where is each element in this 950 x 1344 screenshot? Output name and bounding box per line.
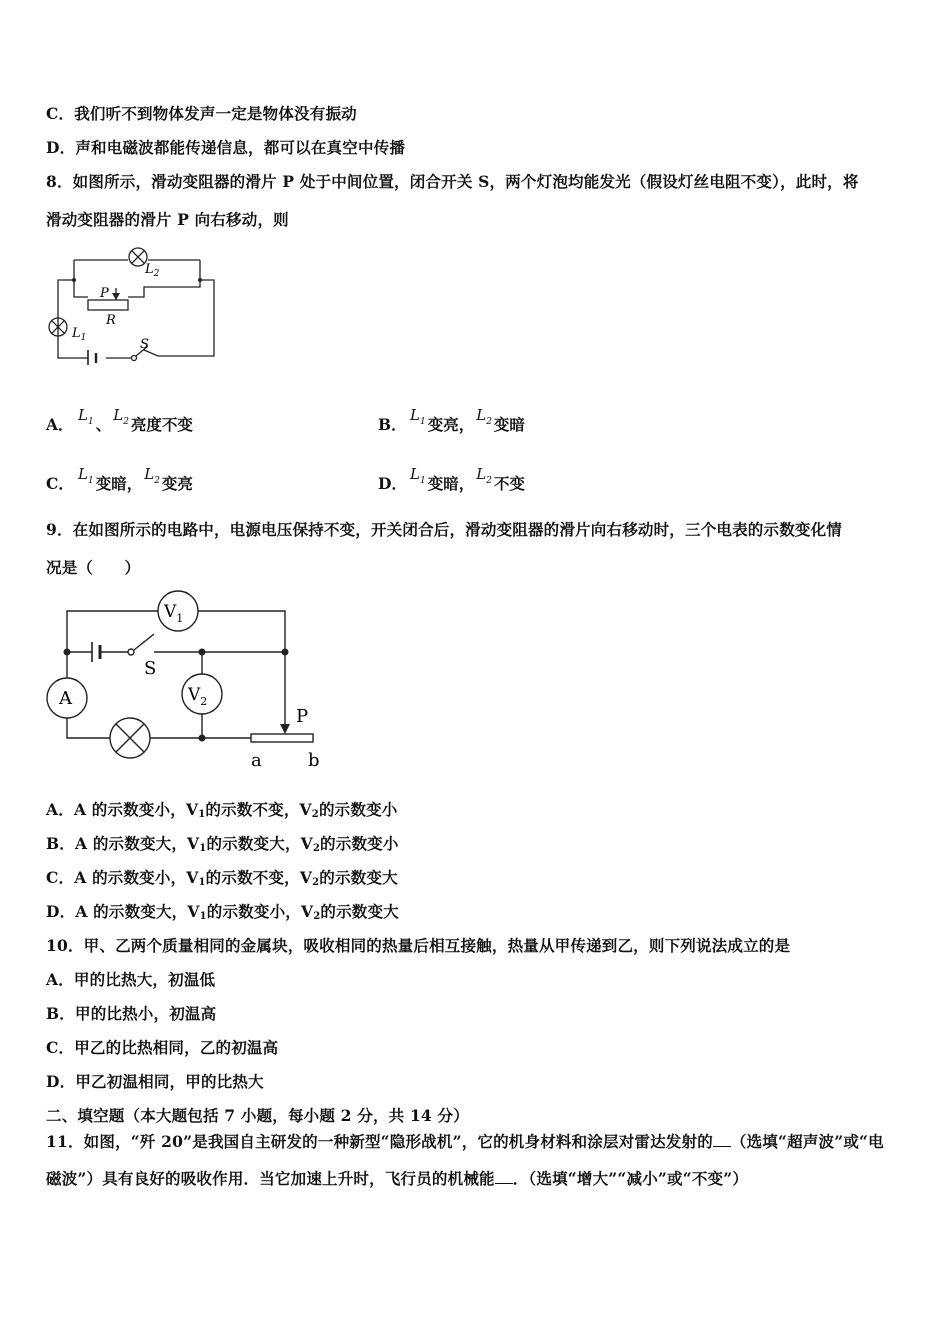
q11-line1: 11．如图，“歼 20”是我国自主研发的一种新型“隐形战机”，它的机身材料和涂层对雷达发射的 （选填“超声波”或“电: [46, 1132, 884, 1151]
q7-option-d: D．声和电磁波都能传递信息，都可以在真空中传播: [46, 138, 406, 157]
q9-stem-line1: 9．在如图所示的电路中，电源电压保持不变，开关闭合后，滑动变阻器的滑片向右移动时，三个电表的示数变化情: [46, 520, 842, 539]
q9-fig-label-a: A: [59, 688, 72, 709]
q9-fig-label-v1: $V_1$: [164, 602, 184, 625]
q8-circuit-diagram: [44, 240, 224, 365]
q8-option-b: B． $L_1$ 变亮， $L_2$ 变暗: [378, 406, 525, 434]
q9-fig-label-s: S: [144, 658, 157, 679]
q7-option-c: C．我们听不到物体发声一定是物体没有振动: [46, 104, 357, 123]
q9-option-b: B．A 的示数变大，V1的示数变大，V2的示数变小: [46, 834, 399, 854]
q10-option-a: A．甲的比热大，初温低: [46, 970, 216, 989]
q9-fig-label-b-end: b: [308, 750, 320, 771]
q9-stem-line2: 况是（ ）: [46, 558, 141, 577]
q8-fig-label-l1: $L_1$: [72, 326, 87, 343]
q8-option-a: A． $L_1$ 、 $L_2$ 亮度不变: [46, 406, 193, 434]
q8-stem-line1: 8．如图所示，滑动变阻器的滑片 P 处于中间位置，闭合开关 S，两个灯泡均能发光（假设灯丝电阻不变），此时，将: [46, 172, 859, 191]
q9-fig-label-p: P: [296, 706, 309, 727]
q9-option-d: D．A 的示数变大，V1的示数变小，V2的示数变大: [46, 902, 399, 922]
q11-blank-1[interactable]: [713, 1134, 731, 1147]
q10-option-b: B．甲的比热小，初温高: [46, 1004, 217, 1023]
q9-circuit-diagram: [40, 586, 340, 776]
q8-fig-label-l2: $L_2$: [145, 262, 160, 279]
q9-fig-label-v2: $V_2$: [188, 685, 208, 708]
q11-blank-2[interactable]: [495, 1171, 513, 1184]
q8-stem-line2: 滑动变阻器的滑片 P 向右移动，则: [46, 210, 289, 229]
q8-fig-label-p: P: [100, 286, 109, 301]
q10-stem: 10．甲、乙两个质量相同的金属块，吸收相同的热量后相互接触，热量从甲传递到乙，则下列说法成立的是: [46, 936, 791, 955]
q8-option-c: C． $L_1$ 变暗， $L_2$ 变亮: [46, 465, 193, 493]
q8-option-d: D． $L_1$ 变暗， $L_2$ 不变: [378, 465, 525, 493]
q8-fig-label-s: S: [140, 337, 149, 352]
section2-heading: 二、填空题（本大题包括 7 小题，每小题 2 分，共 14 分）: [46, 1106, 469, 1125]
q10-option-c: C．甲乙的比热相同，乙的初温高: [46, 1038, 279, 1057]
q11-line2: 磁波”）具有良好的吸收作用．当它加速上升时，飞行员的机械能 ．（选填“增大”“减小”或“不变”）: [46, 1169, 749, 1188]
q9-fig-label-a-end: a: [251, 750, 262, 771]
q10-option-d: D．甲乙初温相同，甲的比热大: [46, 1072, 264, 1091]
q8-fig-label-r: R: [106, 313, 116, 328]
q9-option-c: C．A 的示数变小，V1的示数不变，V2的示数变大: [46, 868, 398, 888]
q9-option-a: A．A 的示数变小，V1的示数不变，V2的示数变小: [46, 800, 398, 820]
